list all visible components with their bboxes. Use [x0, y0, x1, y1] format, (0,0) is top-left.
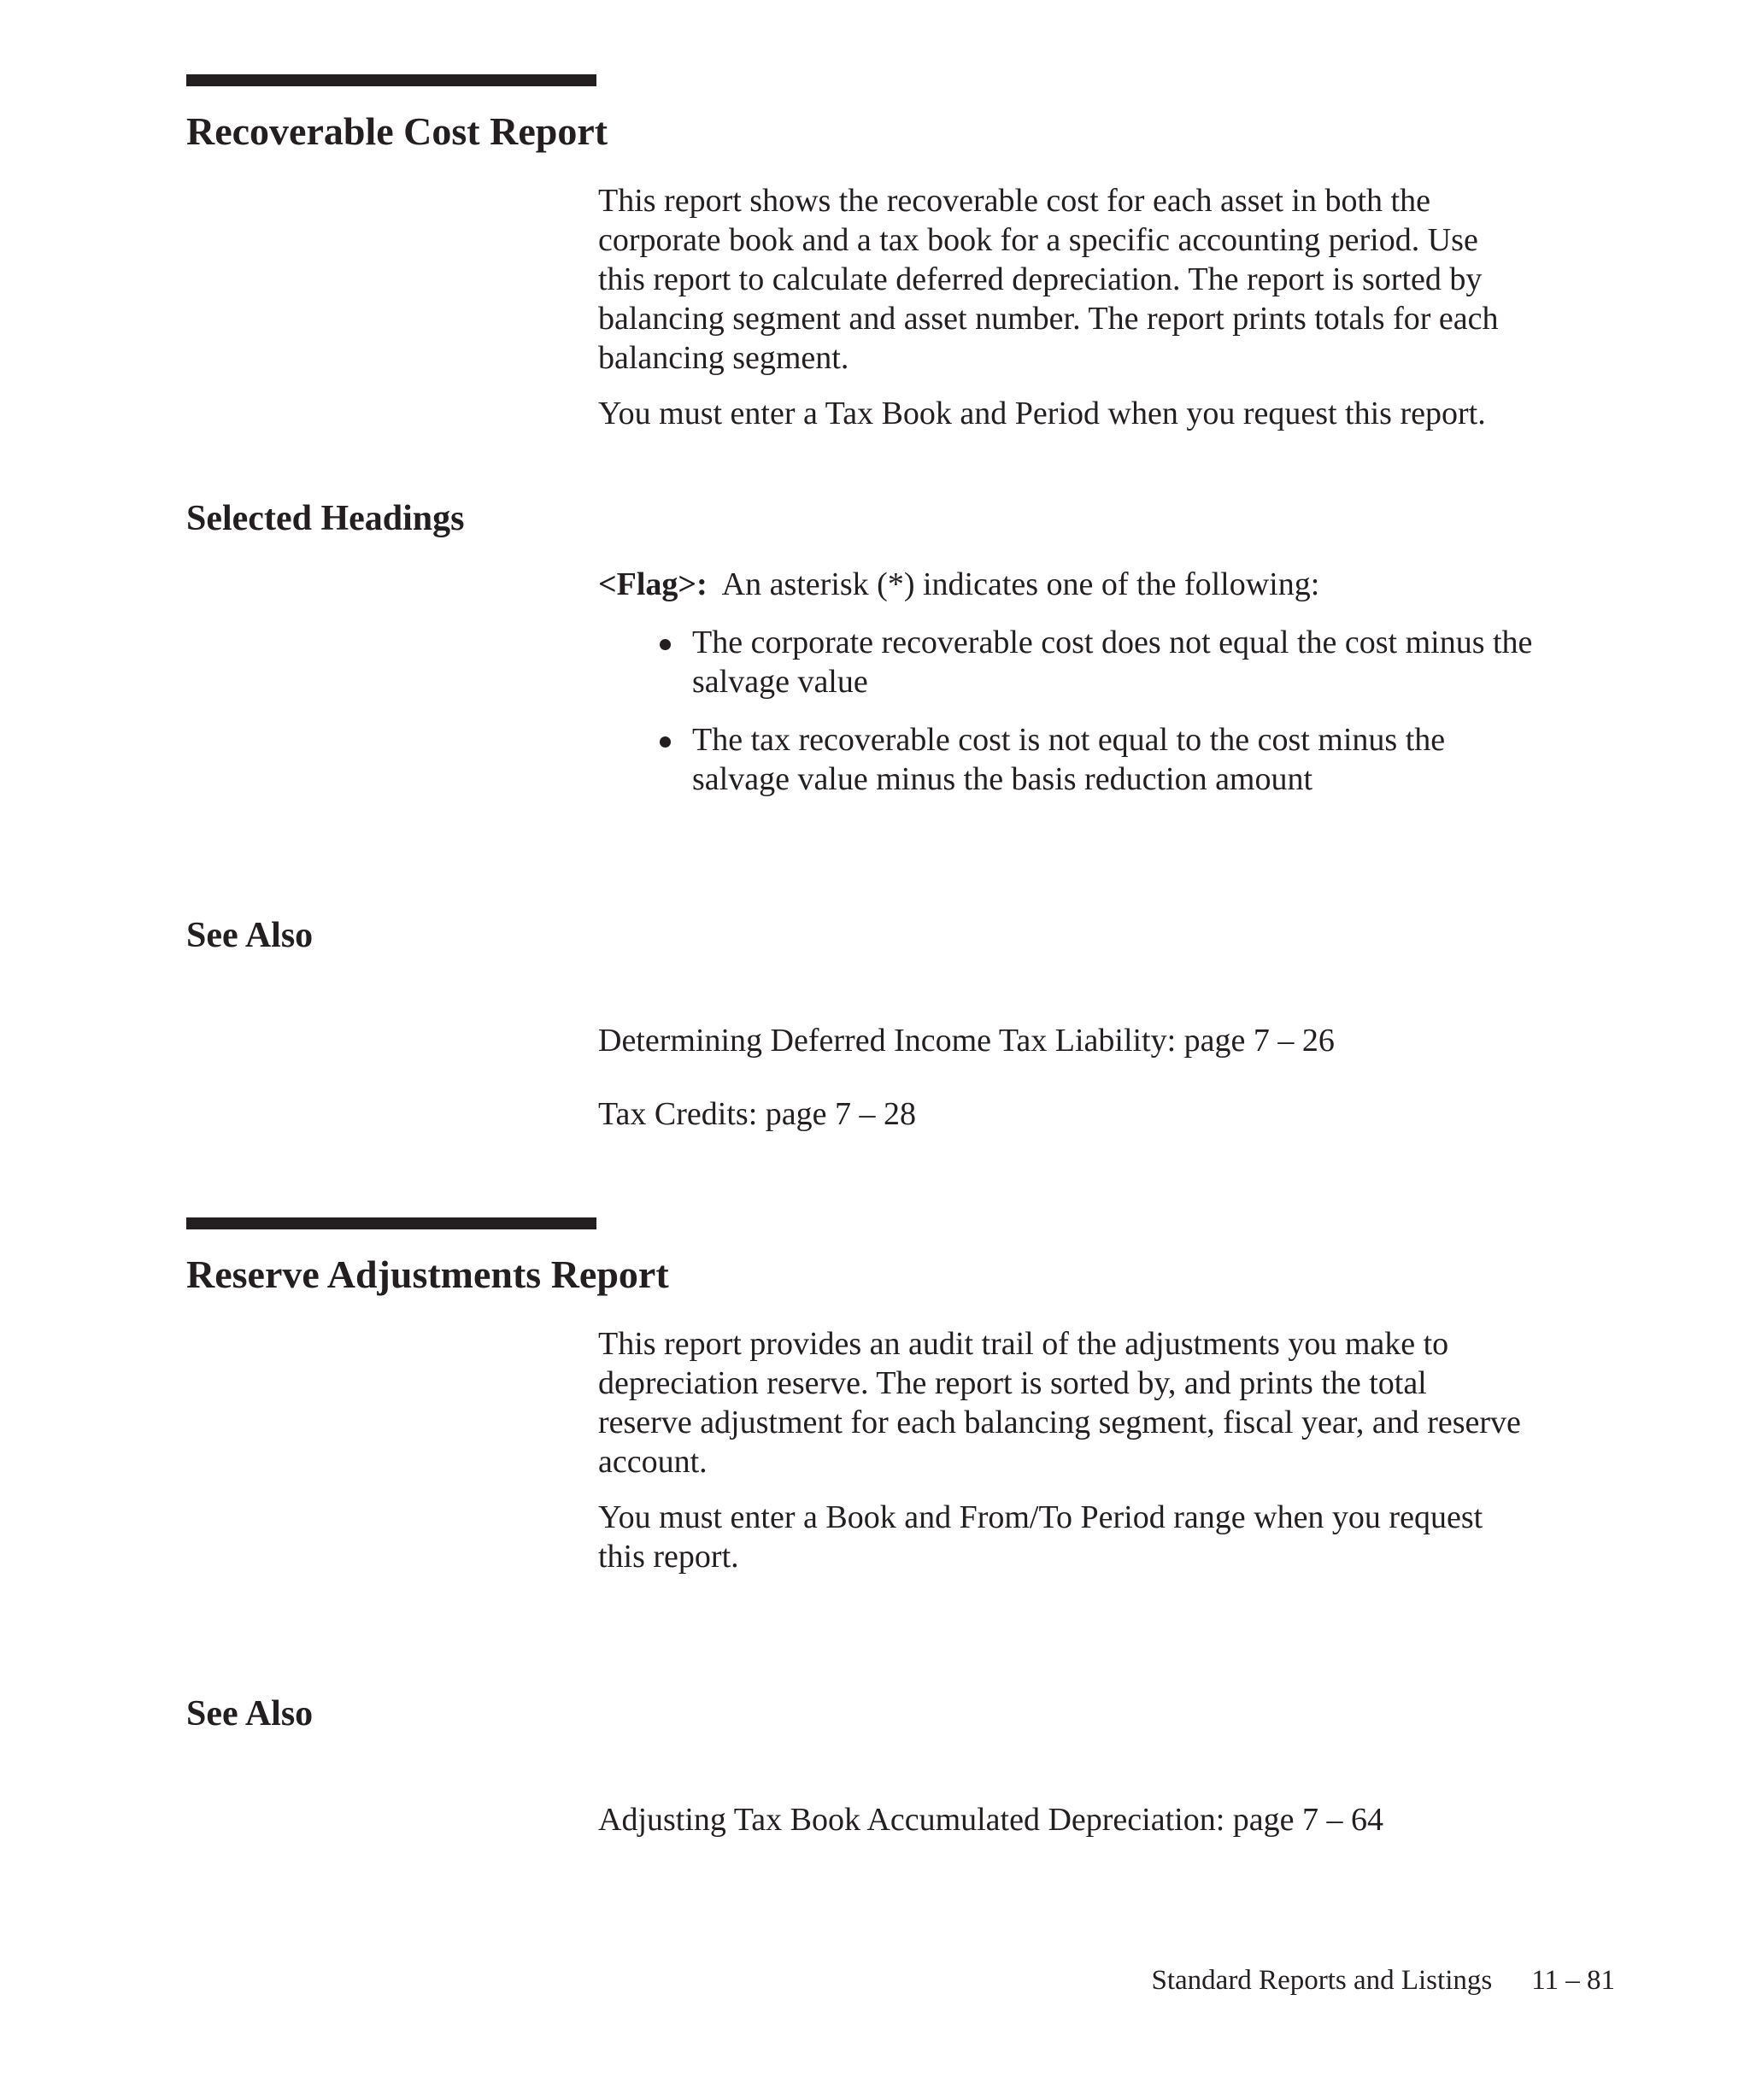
list-item [598, 623, 1624, 701]
description-line: balancing segment and asset number. The report prints totals for each [598, 301, 1499, 337]
recoverable-cost-description [598, 181, 1624, 378]
flag-bullet-list-2 [598, 720, 1624, 799]
requirement-text: You must enter a Tax Book and Period when you request this report. [598, 396, 1486, 431]
see-also-heading: See Also [186, 916, 314, 955]
flag-label: <Flag>: [598, 566, 708, 602]
footer-page-number: 11 – 81 [1531, 1965, 1615, 1996]
description-line: This report shows the recoverable cost for each asset in both the [598, 183, 1430, 219]
flag-text: An asterisk (*) indicates one of the following: [721, 566, 1320, 602]
flag-definition [598, 565, 1624, 604]
see-also-link-text[interactable]: Adjusting Tax Book Accumulated Depreciation: page 7 – 64 [598, 1802, 1383, 1838]
bullet-line: The tax recoverable cost is not equal to the cost minus the [692, 722, 1446, 758]
description-line: reserve adjustment for each balancing segment, fiscal year, and reserve [598, 1405, 1521, 1440]
description-line: depreciation reserve. The report is sorted by, and prints the total [598, 1365, 1427, 1401]
section-title-recoverable-cost-report: Recoverable Cost Report [186, 109, 608, 153]
section-title-reserve-adjustments-report: Reserve Adjustments Report [186, 1252, 669, 1296]
page-footer [1152, 1963, 1616, 1997]
description-line: balancing segment. [598, 340, 849, 376]
description-line: account. [598, 1444, 708, 1480]
see-also-link-text[interactable]: Determining Deferred Income Tax Liability: page 7 – 26 [598, 1023, 1335, 1059]
bullet-line: salvage value minus the basis reduction amount [692, 761, 1313, 797]
section-divider-rule [186, 74, 596, 86]
flag-line [598, 565, 1624, 604]
footer-chapter-title: Standard Reports and Listings [1151, 1965, 1493, 1996]
reserve-adjustments-requirement [598, 1498, 1624, 1576]
reserve-adjustments-description [598, 1324, 1624, 1481]
bullet-line: salvage value [692, 664, 868, 700]
requirement-line: You must enter a Book and From/To Period range when you request [598, 1499, 1483, 1535]
description-line: this report to calculate deferred depreciation. The report is sorted by [598, 261, 1483, 297]
see-also-link-text[interactable]: Tax Credits: page 7 – 28 [598, 1096, 916, 1132]
flag-bullet-list [598, 623, 1624, 701]
see-also-heading: See Also [186, 1694, 314, 1733]
list-item [598, 720, 1624, 799]
requirement-line: this report. [598, 1539, 739, 1575]
description-line: This report provides an audit trail of the adjustments you make to [598, 1326, 1449, 1362]
recoverable-cost-requirement [598, 394, 1624, 433]
description-line: corporate book and a tax book for a specific accounting period. Use [598, 222, 1478, 258]
see-also-link[interactable] [598, 1800, 1624, 1839]
section-divider-rule [186, 1217, 596, 1229]
see-also-link[interactable] [598, 1021, 1624, 1060]
bullet-icon [660, 736, 671, 748]
see-also-link[interactable] [598, 1094, 1624, 1134]
selected-headings-heading: Selected Headings [186, 499, 465, 538]
bullet-icon [660, 639, 671, 650]
bullet-line: The corporate recoverable cost does not equal the cost minus the [692, 625, 1533, 660]
